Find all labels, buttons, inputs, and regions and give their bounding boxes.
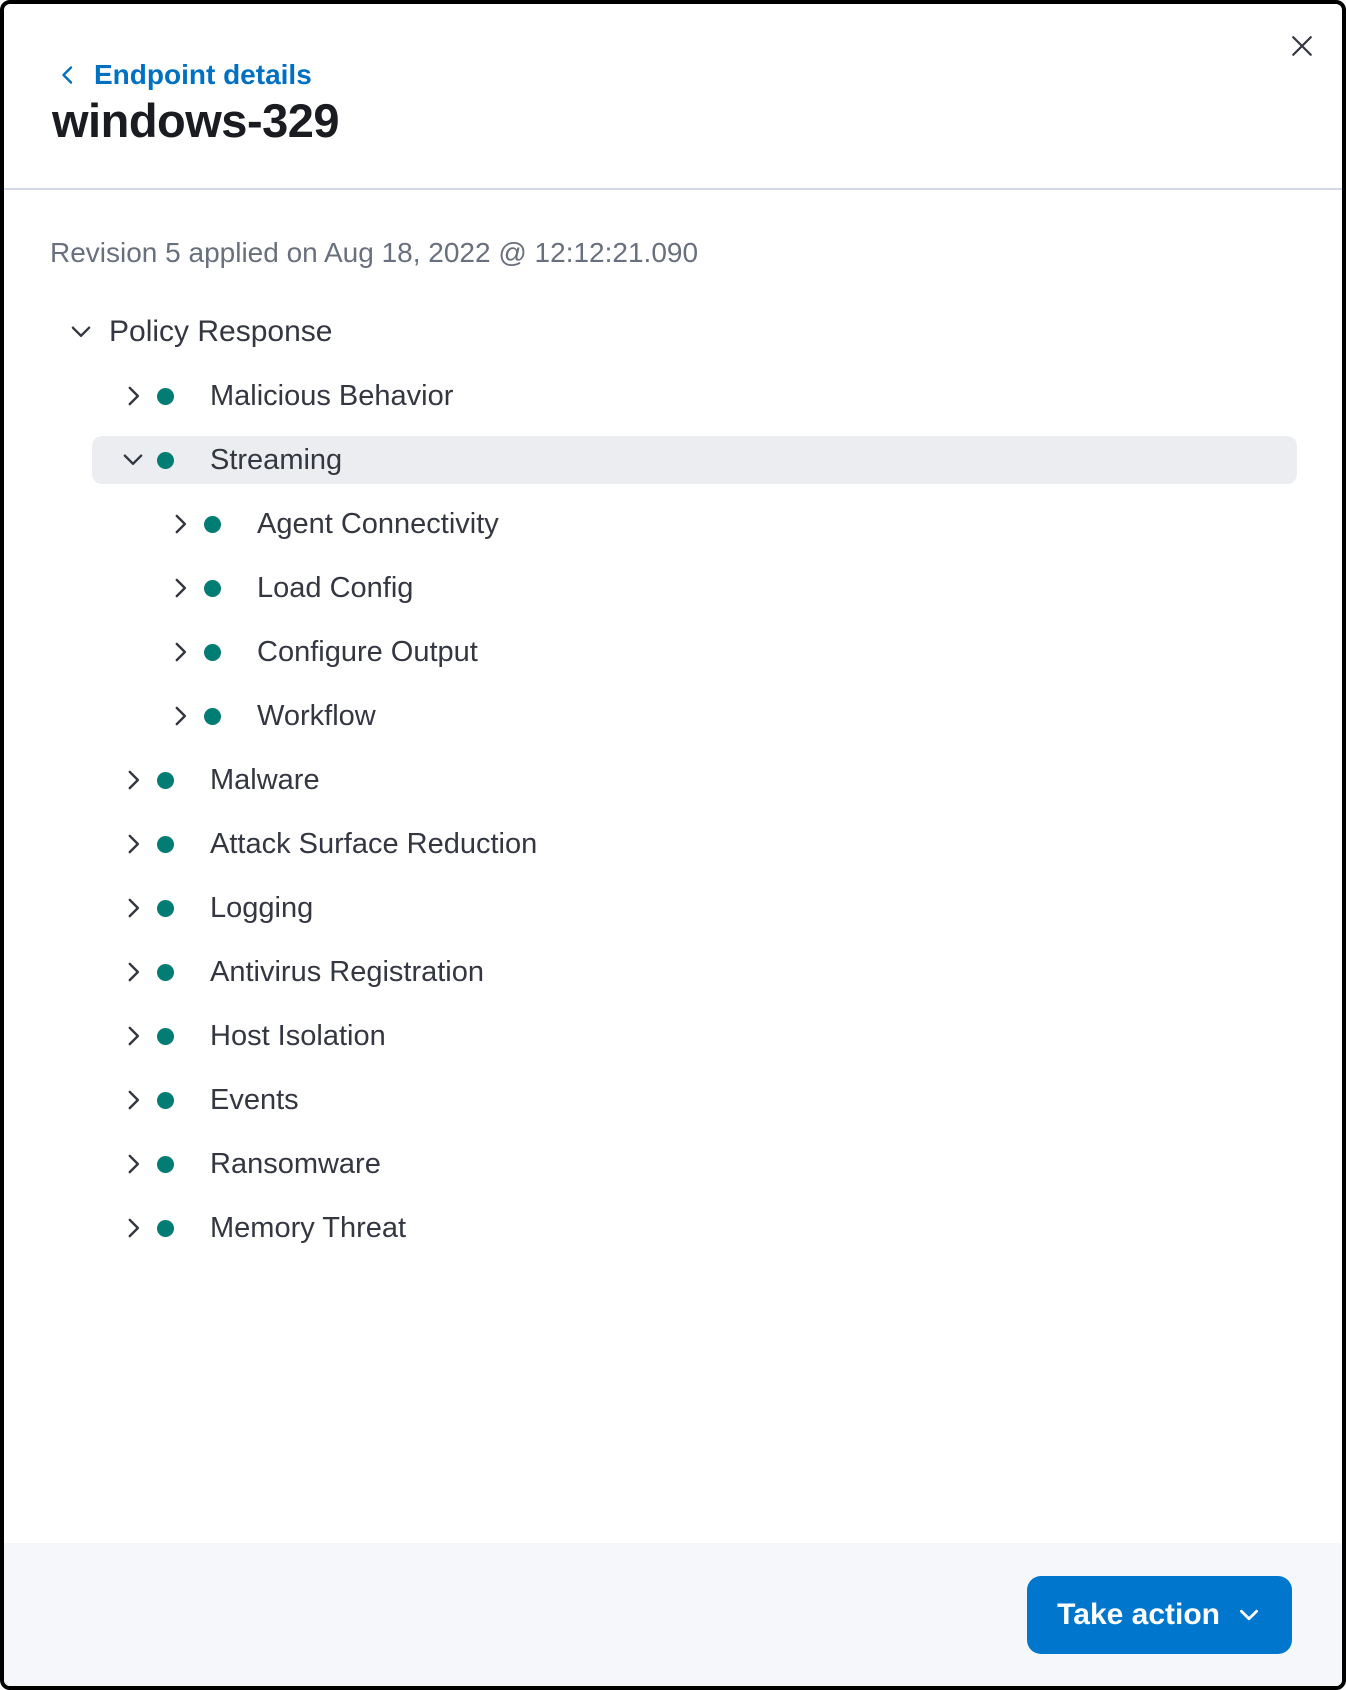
flyout-footer — [4, 1543, 1342, 1686]
tree-children — [4, 372, 1342, 1252]
tree-item-memory-threat[interactable] — [92, 1204, 1297, 1252]
tree-item-events[interactable] — [92, 1076, 1297, 1124]
tree-item-label: Memory Threat — [210, 1212, 407, 1244]
tree-item-streaming[interactable] — [92, 436, 1297, 484]
status-dot — [204, 644, 221, 661]
header-divider — [4, 188, 1342, 190]
close-icon[interactable] — [1282, 26, 1322, 66]
take-action-button[interactable] — [1027, 1576, 1292, 1654]
chevron-right-icon[interactable] — [120, 1215, 146, 1241]
status-dot — [157, 388, 174, 405]
tree-item-label: Policy Response — [109, 315, 333, 348]
tree-item-policy-response[interactable] — [68, 308, 1342, 356]
status-dot — [157, 772, 174, 789]
status-dot — [157, 1156, 174, 1173]
status-dot — [204, 516, 221, 533]
chevron-right-icon[interactable] — [120, 1087, 146, 1113]
tree-item-ransomware[interactable] — [92, 1140, 1297, 1188]
tree-item-configure-output[interactable] — [92, 628, 1297, 676]
tree-item-label: Malicious Behavior — [210, 380, 454, 412]
tree-item-label: Streaming — [210, 444, 343, 476]
chevron-down-icon — [1236, 1602, 1262, 1628]
status-dot — [204, 580, 221, 597]
tree-item-label: Configure Output — [257, 636, 478, 668]
chevron-down-icon[interactable] — [68, 319, 94, 345]
chevron-right-icon[interactable] — [120, 831, 146, 857]
tree-item-label: Attack Surface Reduction — [210, 828, 538, 860]
back-link-endpoint-details[interactable] — [56, 59, 312, 91]
chevron-right-icon[interactable] — [167, 511, 193, 537]
back-link-label: Endpoint details — [94, 59, 312, 90]
revision-text: Revision 5 applied on Aug 18, 2022 @ 12:12:21.090 — [50, 237, 699, 268]
status-dot — [157, 1092, 174, 1109]
tree-item-load-config[interactable] — [92, 564, 1297, 612]
chevron-right-icon[interactable] — [120, 383, 146, 409]
tree-item-label: Agent Connectivity — [257, 508, 499, 540]
page-title: windows-329 — [52, 94, 340, 147]
tree-item-attack-surface-reduction[interactable] — [92, 820, 1297, 868]
chevron-right-icon[interactable] — [167, 575, 193, 601]
status-dot — [157, 964, 174, 981]
tree-item-label: Workflow — [257, 700, 376, 732]
tree-item-agent-connectivity[interactable] — [92, 500, 1297, 548]
chevron-right-icon[interactable] — [120, 895, 146, 921]
tree-item-antivirus-registration[interactable] — [92, 948, 1297, 996]
tree-item-label: Host Isolation — [210, 1020, 386, 1052]
chevron-right-icon[interactable] — [167, 639, 193, 665]
tree-item-label: Load Config — [257, 572, 414, 604]
tree-item-label: Ransomware — [210, 1148, 381, 1180]
tree-item-logging[interactable] — [92, 884, 1297, 932]
status-dot — [157, 1028, 174, 1045]
status-dot — [157, 452, 174, 469]
chevron-right-icon[interactable] — [167, 703, 193, 729]
chevron-right-icon[interactable] — [120, 1023, 146, 1049]
tree-item-label: Logging — [210, 892, 314, 924]
tree-item-label: Events — [210, 1084, 299, 1116]
chevron-right-icon[interactable] — [120, 959, 146, 985]
chevron-right-icon[interactable] — [120, 767, 146, 793]
chevron-left-icon — [56, 63, 80, 87]
tree-item-workflow[interactable] — [92, 692, 1297, 740]
tree-item-host-isolation[interactable] — [92, 1012, 1297, 1060]
take-action-label: Take action — [1057, 1597, 1220, 1631]
tree-item-label: Malware — [210, 764, 320, 796]
status-dot — [157, 900, 174, 917]
status-dot — [157, 1220, 174, 1237]
tree-item-malware[interactable] — [92, 756, 1297, 804]
tree-item-label: Antivirus Registration — [210, 956, 484, 988]
status-dot — [204, 708, 221, 725]
chevron-right-icon[interactable] — [120, 1151, 146, 1177]
chevron-down-icon[interactable] — [120, 447, 146, 473]
policy-response-tree — [4, 308, 1342, 1268]
tree-item-malicious-behavior[interactable] — [92, 372, 1297, 420]
status-dot — [157, 836, 174, 853]
close-x-glyph — [1287, 31, 1317, 61]
